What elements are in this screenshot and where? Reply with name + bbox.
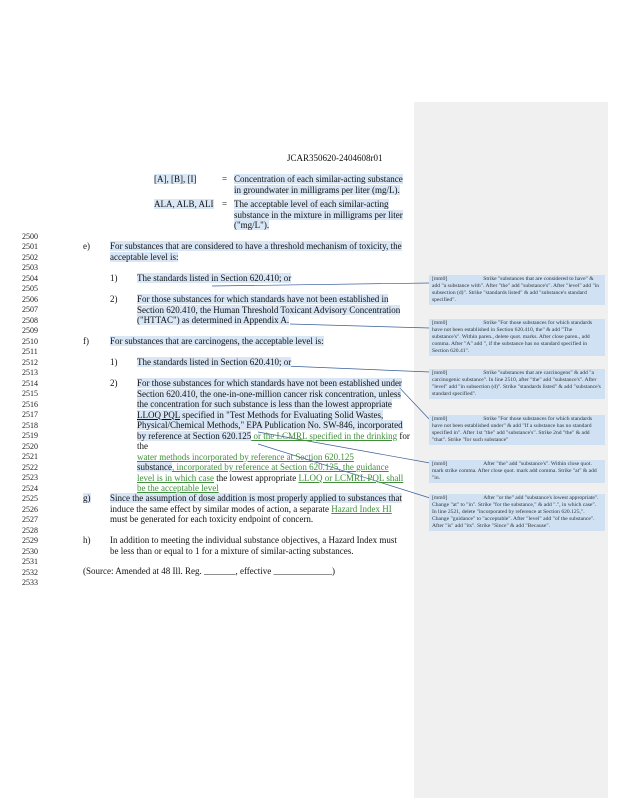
line-number: 2528 xyxy=(22,525,38,535)
line-number: 2509 xyxy=(22,326,38,335)
line-number: 2503 xyxy=(22,263,38,272)
item-number: 1) xyxy=(110,357,118,367)
comment-balloon[interactable] xyxy=(429,275,605,305)
line-number: 2523 xyxy=(22,473,38,482)
line-number: 2500 xyxy=(22,232,38,241)
definition-equals: = xyxy=(222,174,228,184)
paragraph-text: Since the assumption of dose addition is most properly applied to substances that induce the same effect by similar modes of action, a separate Hazard Index HI must be generated for each toxicity endpoint of concern. xyxy=(110,493,402,524)
line-number: 2522 xyxy=(22,462,38,472)
line-number: 2519 xyxy=(22,431,38,440)
line-number: 2515 xyxy=(22,389,38,398)
line-number: 2529 xyxy=(22,536,38,545)
comment-text: After "or the" add "substance's lowest appropriate". Change "at" to "in". Strike "for the substance," & add ".", in which case". In line 2521, delete "incorporated by reference at Section 620.125,". Change "guidance" to "acceptable". After "level" add "of the substance". After "is" add "its". Strike "Since" & add "Because". xyxy=(432,495,599,529)
line-number: 2525 xyxy=(22,494,38,503)
line-number: 2530 xyxy=(22,546,38,556)
line-number: 2504 xyxy=(22,273,38,283)
paragraph-label: f) xyxy=(83,336,89,346)
definition-text: The acceptable level of each similar-acting substance in the mixture in milligrams per liter ("mg/L"). xyxy=(234,199,403,230)
comment-author-tag: [mm0] xyxy=(432,495,448,501)
item-text: The standards listed in Section 620.410; or xyxy=(137,273,292,283)
paragraph-label: e) xyxy=(83,241,90,251)
comment-text: Strike "substances that are considered to have" & add "a substance with". After "the" add "substance's". After "level" add "in subsection (d)". Strike "standards listed" & add "substance's standard specified". xyxy=(432,276,600,303)
comment-balloon[interactable] xyxy=(429,415,605,445)
line-number: 2526 xyxy=(22,504,38,514)
line-number: 2520 xyxy=(22,441,38,451)
definition-equals: = xyxy=(222,199,228,209)
line-number: 2521 xyxy=(22,452,38,461)
comment-text: Strike "For those substances for which standards have not been established under" & add "If a substance has no standard specified in". After 1st "the" add "substance's". Strike 2nd "the" & add "that". Strike "for such substance" xyxy=(432,416,593,443)
line-number: 2508 xyxy=(22,315,38,325)
definition-symbol: [A], [B], [I] xyxy=(154,174,197,184)
item-number: 2) xyxy=(110,378,118,388)
line-number: 2505 xyxy=(22,284,38,293)
comment-balloon[interactable] xyxy=(429,494,605,531)
definition-symbol: ALA, ALB, ALI xyxy=(154,199,214,209)
line-number: 2524 xyxy=(22,483,38,493)
line-number: 2518 xyxy=(22,420,38,430)
paragraph-text: For substances that are considered to have a threshold mechanism of toxicity, the acceptable level is: xyxy=(110,241,402,262)
line-number: 2517 xyxy=(22,410,38,419)
comment-author-tag: [mm0] xyxy=(432,461,448,467)
document-id: JCAR350620-2404608r01 xyxy=(287,153,383,163)
item-number: 1) xyxy=(110,273,118,283)
line-number: 2514 xyxy=(22,378,38,388)
comment-text: Strike "substances that are carcinogens" & add "a carcinogenic substance". In line 2510, after "the" add "substance's". After "level" add "in subsection (d)". Strike "standards listed" & add "substance's standard specified". xyxy=(432,370,601,397)
paragraph-label: g) xyxy=(83,493,91,503)
comment-text: After "the" add "substance's". Within close quot. mark strike comma. After close quot. mark add comma. Strike "at" & add "in. xyxy=(432,461,597,481)
line-number: 2512 xyxy=(22,357,38,367)
comment-author-tag: [mm0] xyxy=(432,276,448,282)
comment-balloon[interactable] xyxy=(429,369,605,399)
line-number: 2532 xyxy=(22,567,38,577)
source-note: (Source: Amended at 48 Ill. Reg. _______, effective _____________) xyxy=(83,566,336,576)
line-number: 2527 xyxy=(22,515,38,524)
comment-author-tag: [mm0] xyxy=(432,416,448,422)
comment-margin xyxy=(414,102,608,798)
line-number: 2513 xyxy=(22,368,38,377)
line-number: 2507 xyxy=(22,305,38,314)
item-text: The standards listed in Section 620.410; or xyxy=(137,357,292,367)
line-number: 2516 xyxy=(22,399,38,409)
definition-text: Concentration of each similar-acting substance in groundwater in milligrams per liter (mg/L). xyxy=(234,174,403,195)
line-number: 2511 xyxy=(22,347,38,356)
line-number: 2510 xyxy=(22,336,38,346)
line-number: 2531 xyxy=(22,557,38,566)
comment-author-tag: [mm0] xyxy=(432,320,448,326)
paragraph-text: For substances that are carcinogens, the acceptable level is: xyxy=(110,336,324,346)
comment-balloon[interactable] xyxy=(429,319,605,356)
item-text: For those substances for which standards have not been established in Section 620.410, the Human Threshold Toxicant Advisory Concentration ("HTTAC") as determined in Appendix A. xyxy=(137,294,401,325)
comment-text: Strike "For those substances for which standards have not been established in Section 620.410, the" & add "The substance's". Within paren., delete quot. marks. After close paren., add comma. After "A" add ", if the substance has no standard specified in Section 620.41". xyxy=(432,320,593,354)
line-number: 2533 xyxy=(22,578,38,587)
line-number: 2501 xyxy=(22,242,38,251)
comment-balloon[interactable] xyxy=(429,460,605,483)
item-text: For those substances for which standards have not been established under Section 620.410, the one-in-one-million cancer risk concentration, unless the concentration for such substance is less than the lowest appropriate LLOQ PQL specified in "Test Methods for Evaluating Solid Wastes, Physical/Chemical Methods," EPA Publication No. SW-846, incorporated by reference at Section 620.125 or the LCMRL specified in the drinking for the water methods incorporated by reference at Section 620.125 substance, incorporated by reference at Section 620.125, the guidance level is in which case the lowest appropriate LLOQ or LCMRL PQL shall be the acceptable level xyxy=(137,378,410,493)
comment-author-tag: [mm0] xyxy=(432,370,448,376)
paragraph-label: h) xyxy=(83,535,91,545)
line-number: 2502 xyxy=(22,252,38,262)
paragraph-text: In addition to meeting the individual substance objectives, a Hazard Index must be less than or equal to 1 for a mixture of similar-acting substances. xyxy=(110,535,397,556)
item-number: 2) xyxy=(110,294,118,304)
line-number: 2506 xyxy=(22,294,38,304)
